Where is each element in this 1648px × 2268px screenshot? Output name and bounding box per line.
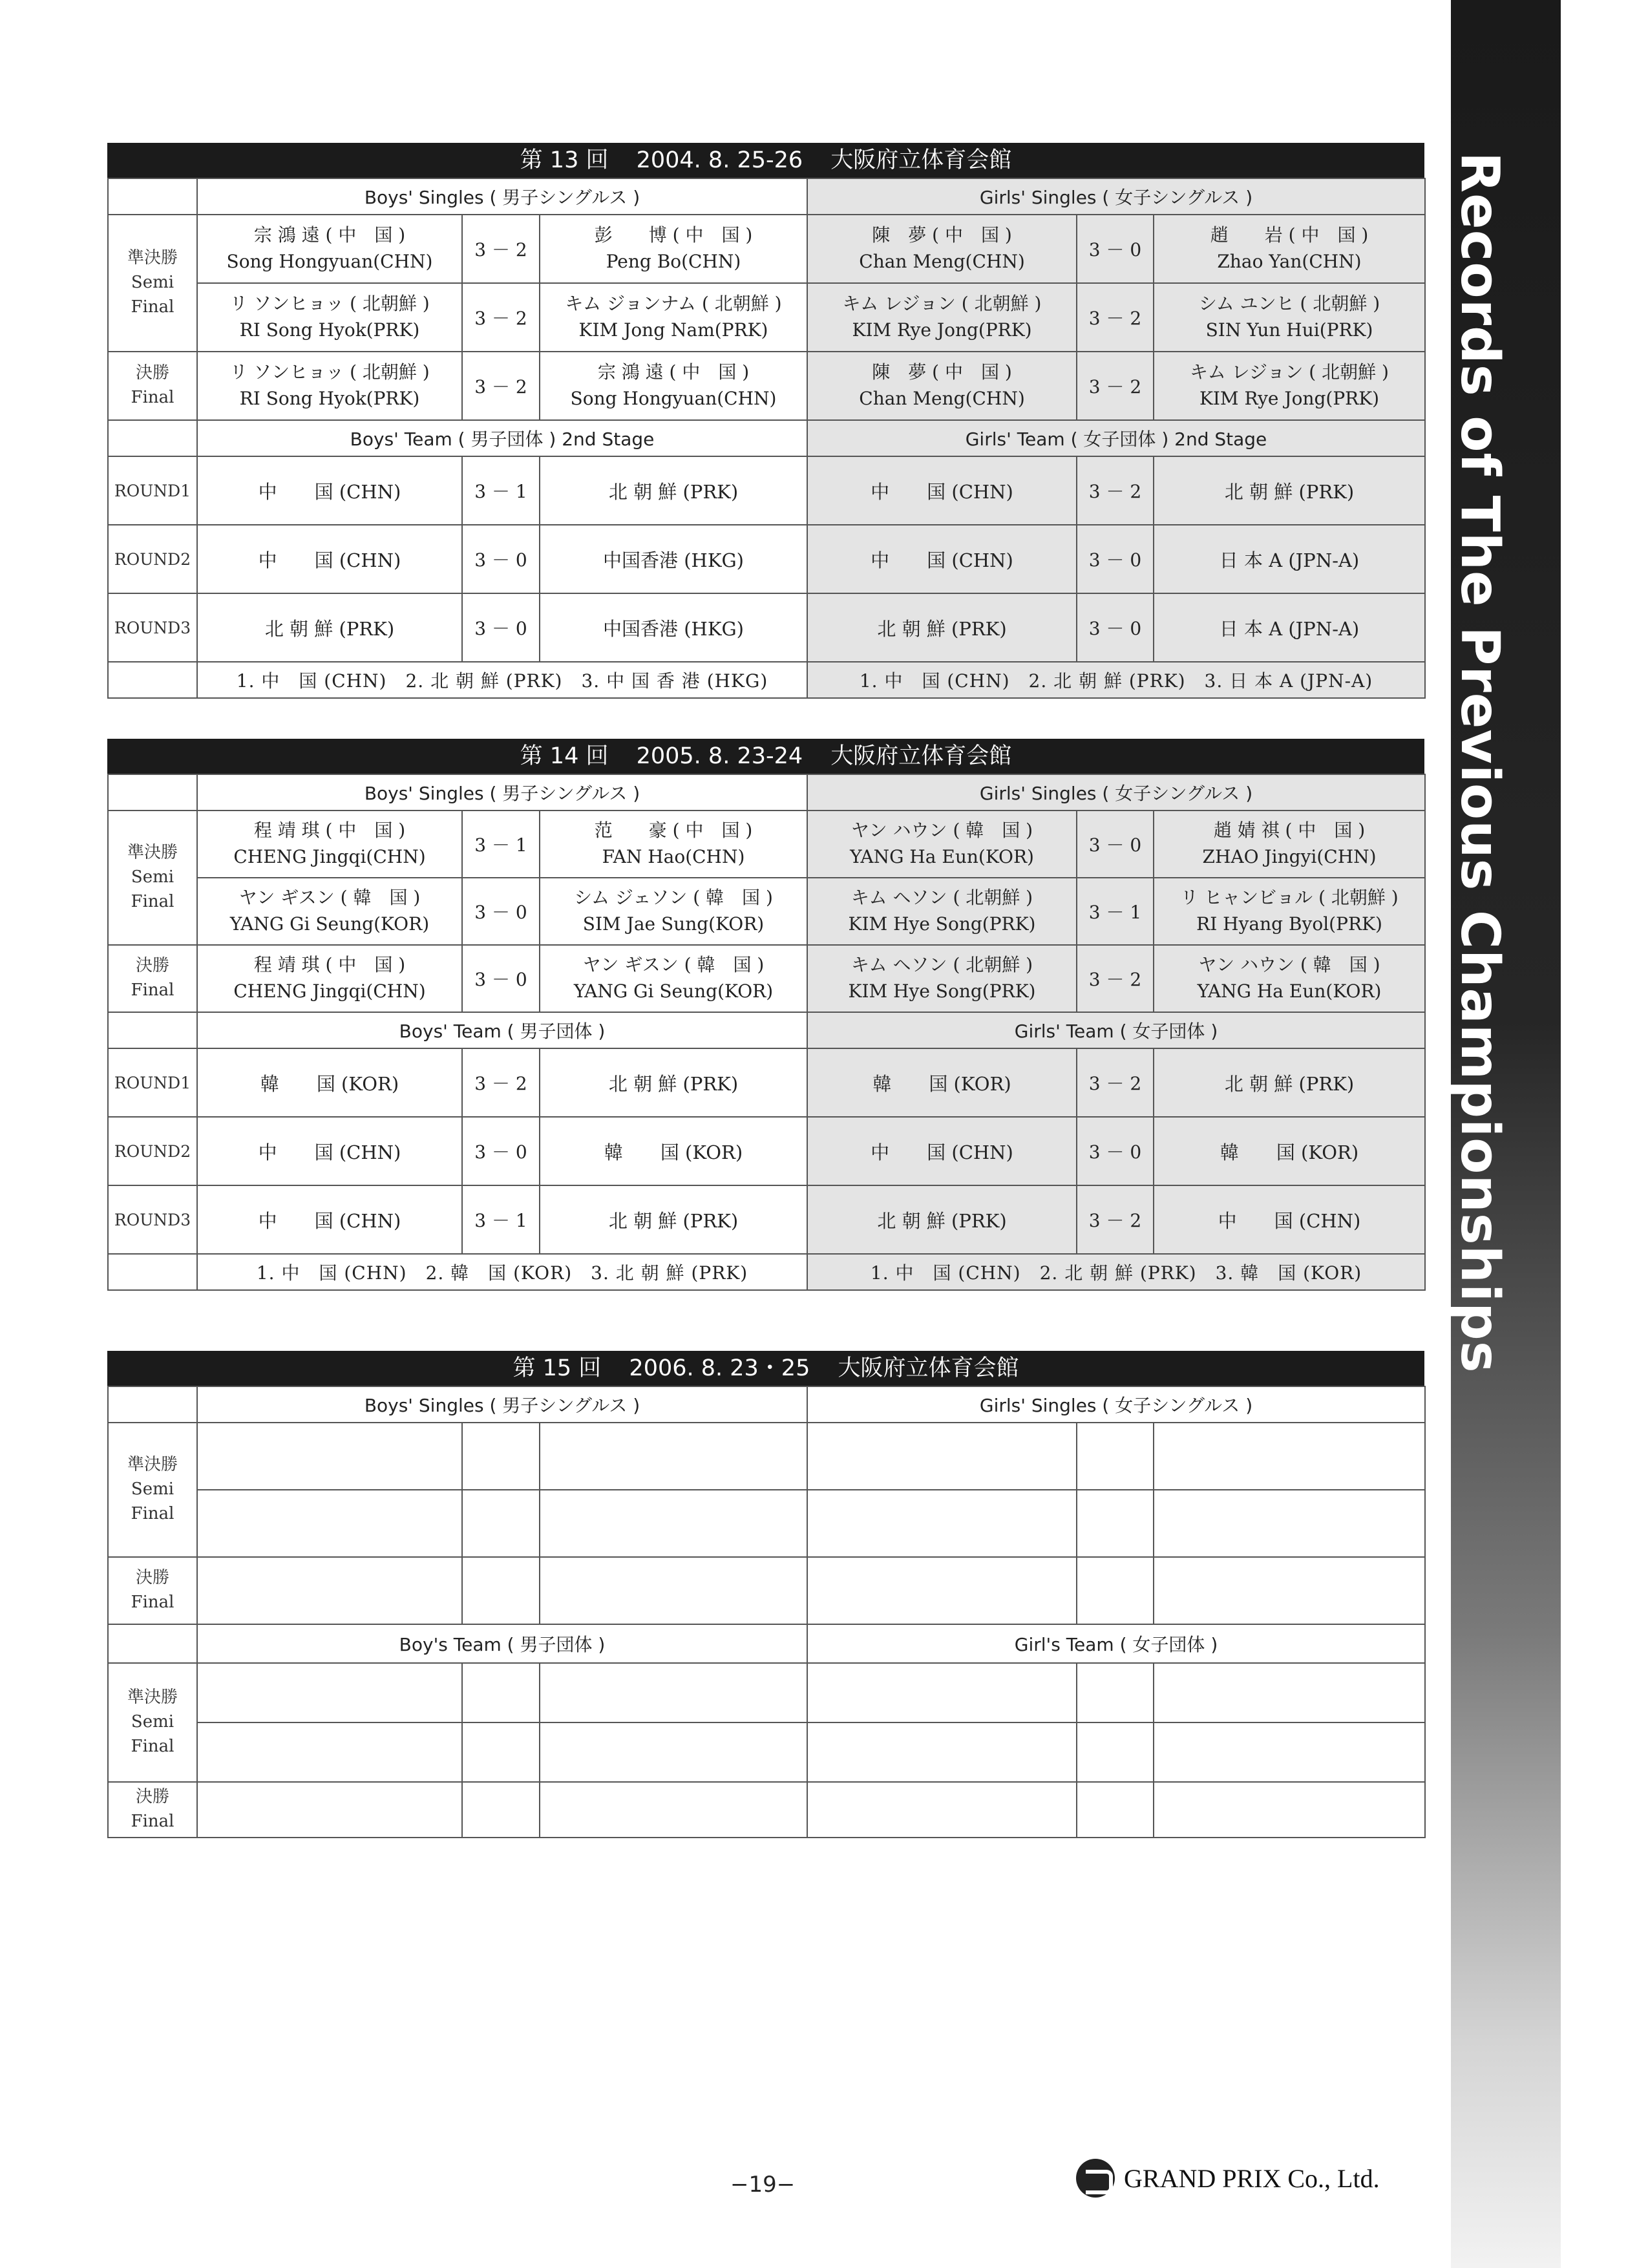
player-cell: シム ユンヒ ( 北朝鮮 ) SIN Yun Hui(PRK) — [1154, 283, 1425, 352]
empty-cell — [807, 1490, 1077, 1557]
player-cell: ヤン ハウン ( 韓 国 ) YANG Ha Eun(KOR) — [807, 811, 1077, 878]
semifinal-label: 準決勝 Semi Final — [108, 1663, 197, 1782]
score-cell: 3 － 1 — [462, 1185, 540, 1254]
empty-cell — [197, 1557, 462, 1624]
player-cell: 宗 鴻 遠 ( 中 国 ) Song Hongyuan(CHN) — [540, 352, 807, 420]
team-cell: 中国香港 (HKG) — [540, 525, 807, 593]
venue: 大阪府立体育会館 — [830, 743, 1012, 769]
semifinal-label: 準決勝 Semi Final — [108, 215, 197, 352]
round-label: ROUND2 — [108, 525, 197, 593]
score-cell: 3 － 2 — [1077, 283, 1154, 352]
empty-cell — [807, 1782, 1077, 1838]
blank-cell — [108, 1624, 197, 1663]
date: 2005. 8. 23-24 — [636, 743, 803, 769]
blank-cell — [108, 662, 197, 698]
score-cell: 3 － 2 — [462, 1048, 540, 1117]
player-cell: 宗 鴻 遠 ( 中 国 ) Song Hongyuan(CHN) — [197, 215, 462, 283]
boys-team-header: Boys' Team ( 男子団体 ) 2nd Stage — [197, 420, 807, 456]
team-cell: 中 国 (CHN) — [807, 525, 1077, 593]
team-cell: 日 本 A (JPN-A) — [1154, 593, 1425, 662]
blank-cell — [108, 1254, 197, 1290]
team-cell: 北 朝 鮮 (PRK) — [540, 1048, 807, 1117]
results-table — [107, 774, 1426, 1291]
round-label: ROUND3 — [108, 1185, 197, 1254]
player-cell: シム ジェソン ( 韓 国 ) SIM Jae Sung(KOR) — [540, 878, 807, 945]
team-cell: 北 朝 鮮 (PRK) — [1154, 456, 1425, 525]
empty-cell — [540, 1557, 807, 1624]
player-cell: リ ソンヒョッ ( 北朝鮮 ) RI Song Hyok(PRK) — [197, 283, 462, 352]
round-label: ROUND1 — [108, 1048, 197, 1117]
empty-cell — [1154, 1490, 1425, 1557]
girls-singles-header: Girls' Singles ( 女子シングルス ) — [807, 1386, 1425, 1423]
team-cell: 日 本 A (JPN-A) — [1154, 525, 1425, 593]
score-cell: 3 － 1 — [1077, 878, 1154, 945]
score-cell: 3 － 0 — [1077, 811, 1154, 878]
final-label: 決勝 Final — [108, 1782, 197, 1838]
blank-cell — [108, 420, 197, 456]
company-logo — [1076, 2159, 1380, 2198]
player-cell: 彭 博 ( 中 国 ) Peng Bo(CHN) — [540, 215, 807, 283]
score-cell: 3 － 1 — [462, 456, 540, 525]
company-name: GRAND PRIX Co., Ltd. — [1124, 2163, 1380, 2193]
blank-cell — [108, 1012, 197, 1048]
empty-cell — [540, 1782, 807, 1838]
score-cell: 3 － 1 — [462, 811, 540, 878]
round-label: ROUND1 — [108, 456, 197, 525]
score-cell: 3 － 2 — [1077, 456, 1154, 525]
player-cell: 程 靖 琪 ( 中 国 ) CHENG Jingqi(CHN) — [197, 945, 462, 1012]
score-cell: 3 － 0 — [1077, 1117, 1154, 1185]
final-label: 決勝 Final — [108, 352, 197, 420]
score-cell: 3 － 2 — [1077, 352, 1154, 420]
edition: 第 13 回 — [520, 147, 609, 173]
sidebar-title: Records of The Previous Championships — [1449, 152, 1510, 1373]
team-cell: 北 朝 鮮 (PRK) — [540, 1185, 807, 1254]
empty-cell — [1077, 1782, 1154, 1838]
player-cell: リ ヒャンビョル ( 北朝鮮 ) RI Hyang Byol(PRK) — [1154, 878, 1425, 945]
date: 2004. 8. 25-26 — [636, 147, 803, 173]
empty-cell — [197, 1423, 462, 1490]
team-cell: 中 国 (CHN) — [197, 525, 462, 593]
girls-singles-header: Girls' Singles ( 女子シングルス ) — [807, 178, 1425, 215]
empty-cell — [1077, 1490, 1154, 1557]
page-number: −19− — [730, 2172, 796, 2198]
empty-cell — [462, 1490, 540, 1557]
boys-singles-header: Boys' Singles ( 男子シングルス ) — [197, 774, 807, 811]
score-cell: 3 － 2 — [462, 215, 540, 283]
grand-prix-logo-icon — [1076, 2159, 1115, 2198]
empty-cell — [197, 1490, 462, 1557]
empty-cell — [1077, 1423, 1154, 1490]
team-cell: 韓 国 (KOR) — [197, 1048, 462, 1117]
girls-team-header: Girls' Team ( 女子団体 ) 2nd Stage — [807, 420, 1425, 456]
edition: 第 14 回 — [520, 743, 609, 769]
boys-singles-header: Boys' Singles ( 男子シングルス ) — [197, 178, 807, 215]
team-cell: 中 国 (CHN) — [197, 456, 462, 525]
team-cell: 北 朝 鮮 (PRK) — [197, 593, 462, 662]
empty-cell — [1154, 1663, 1425, 1722]
empty-cell — [807, 1663, 1077, 1722]
semifinal-label: 準決勝 Semi Final — [108, 1423, 197, 1557]
score-cell: 3 － 0 — [1077, 525, 1154, 593]
player-cell: キム ジョンナム ( 北朝鮮 ) KIM Jong Nam(PRK) — [540, 283, 807, 352]
empty-cell — [1077, 1557, 1154, 1624]
team-cell: 北 朝 鮮 (PRK) — [1154, 1048, 1425, 1117]
edition: 第 15 回 — [512, 1355, 602, 1381]
round-label: ROUND2 — [108, 1117, 197, 1185]
player-cell: キム レジョン ( 北朝鮮 ) KIM Rye Jong(PRK) — [1154, 352, 1425, 420]
team-cell: 北 朝 鮮 (PRK) — [807, 593, 1077, 662]
score-cell: 3 － 0 — [1077, 215, 1154, 283]
team-cell: 中国香港 (HKG) — [540, 593, 807, 662]
boys-ranking: 1. 中 国 (CHN) 2. 韓 国 (KOR) 3. 北 朝 鮮 (PRK) — [197, 1254, 807, 1290]
player-cell: 范 豪 ( 中 国 ) FAN Hao(CHN) — [540, 811, 807, 878]
player-cell: ヤン ハウン ( 韓 国 ) YANG Ha Eun(KOR) — [1154, 945, 1425, 1012]
score-cell: 3 － 2 — [1077, 1185, 1154, 1254]
player-cell: 陳 夢 ( 中 国 ) Chan Meng(CHN) — [807, 352, 1077, 420]
boys-team-header: Boy's Team ( 男子団体 ) — [197, 1624, 807, 1663]
player-cell: 陳 夢 ( 中 国 ) Chan Meng(CHN) — [807, 215, 1077, 283]
girls-team-header: Girl's Team ( 女子団体 ) — [807, 1624, 1425, 1663]
empty-cell — [197, 1722, 462, 1782]
empty-cell — [1077, 1722, 1154, 1782]
empty-cell — [807, 1557, 1077, 1624]
empty-cell — [540, 1490, 807, 1557]
team-cell: 韓 国 (KOR) — [540, 1117, 807, 1185]
score-cell: 3 － 2 — [462, 352, 540, 420]
championship-15 — [107, 1351, 1424, 1838]
boys-singles-header: Boys' Singles ( 男子シングルス ) — [197, 1386, 807, 1423]
girls-team-header: Girls' Team ( 女子団体 ) — [807, 1012, 1425, 1048]
championship-header — [107, 739, 1424, 774]
player-cell: ヤン ギスン ( 韓 国 ) YANG Gi Seung(KOR) — [197, 878, 462, 945]
score-cell: 3 － 0 — [462, 945, 540, 1012]
round-label: ROUND3 — [108, 593, 197, 662]
championship-header — [107, 143, 1424, 178]
final-label: 決勝 Final — [108, 1557, 197, 1624]
team-cell: 中 国 (CHN) — [807, 456, 1077, 525]
boys-team-header: Boys' Team ( 男子団体 ) — [197, 1012, 807, 1048]
empty-cell — [197, 1782, 462, 1838]
empty-cell — [1154, 1722, 1425, 1782]
player-cell: キム ヘソン ( 北朝鮮 ) KIM Hye Song(PRK) — [807, 878, 1077, 945]
team-cell: 韓 国 (KOR) — [807, 1048, 1077, 1117]
empty-cell — [1154, 1423, 1425, 1490]
venue: 大阪府立体育会館 — [838, 1355, 1019, 1381]
score-cell: 3 － 2 — [1077, 945, 1154, 1012]
team-cell: 中 国 (CHN) — [197, 1117, 462, 1185]
empty-cell — [462, 1663, 540, 1722]
player-cell: 程 靖 琪 ( 中 国 ) CHENG Jingqi(CHN) — [197, 811, 462, 878]
team-cell: 中 国 (CHN) — [1154, 1185, 1425, 1254]
player-cell: リ ソンヒョッ ( 北朝鮮 ) RI Song Hyok(PRK) — [197, 352, 462, 420]
empty-cell — [1154, 1782, 1425, 1838]
corner-cell — [108, 178, 197, 215]
corner-cell — [108, 774, 197, 811]
player-cell: キム ヘソン ( 北朝鮮 ) KIM Hye Song(PRK) — [807, 945, 1077, 1012]
final-label: 決勝 Final — [108, 945, 197, 1012]
score-cell: 3 － 0 — [462, 593, 540, 662]
score-cell: 3 － 0 — [462, 1117, 540, 1185]
empty-cell — [1154, 1557, 1425, 1624]
empty-cell — [540, 1722, 807, 1782]
venue: 大阪府立体育会館 — [830, 147, 1012, 173]
corner-cell — [108, 1386, 197, 1423]
championship-13 — [107, 143, 1424, 699]
empty-cell — [540, 1423, 807, 1490]
empty-cell — [197, 1663, 462, 1722]
empty-cell — [807, 1423, 1077, 1490]
semifinal-label: 準決勝 Semi Final — [108, 811, 197, 945]
team-cell: 北 朝 鮮 (PRK) — [540, 456, 807, 525]
player-cell: 趙 岩 ( 中 国 ) Zhao Yan(CHN) — [1154, 215, 1425, 283]
team-cell: 中 国 (CHN) — [197, 1185, 462, 1254]
girls-ranking: 1. 中 国 (CHN) 2. 北 朝 鮮 (PRK) 3. 韓 国 (KOR) — [807, 1254, 1425, 1290]
empty-cell — [462, 1557, 540, 1624]
girls-singles-header: Girls' Singles ( 女子シングルス ) — [807, 774, 1425, 811]
empty-cell — [807, 1722, 1077, 1782]
empty-cell — [1077, 1663, 1154, 1722]
results-table — [107, 1386, 1426, 1838]
player-cell: ヤン ギスン ( 韓 国 ) YANG Gi Seung(KOR) — [540, 945, 807, 1012]
team-cell: 北 朝 鮮 (PRK) — [807, 1185, 1077, 1254]
score-cell: 3 － 0 — [462, 878, 540, 945]
score-cell: 3 － 0 — [462, 525, 540, 593]
boys-ranking: 1. 中 国 (CHN) 2. 北 朝 鮮 (PRK) 3. 中 国 香 港 (HKG) — [197, 662, 807, 698]
empty-cell — [462, 1722, 540, 1782]
empty-cell — [462, 1782, 540, 1838]
score-cell: 3 － 2 — [462, 283, 540, 352]
team-cell: 韓 国 (KOR) — [1154, 1117, 1425, 1185]
championship-14 — [107, 739, 1424, 1291]
player-cell: キム レジョン ( 北朝鮮 ) KIM Rye Jong(PRK) — [807, 283, 1077, 352]
score-cell: 3 － 0 — [1077, 593, 1154, 662]
girls-ranking: 1. 中 国 (CHN) 2. 北 朝 鮮 (PRK) 3. 日 本 A (JPN-A) — [807, 662, 1425, 698]
championship-header — [107, 1351, 1424, 1386]
results-table — [107, 178, 1426, 699]
player-cell: 趙 婧 祺 ( 中 国 ) ZHAO Jingyi(CHN) — [1154, 811, 1425, 878]
score-cell: 3 － 2 — [1077, 1048, 1154, 1117]
date: 2006. 8. 23・25 — [629, 1355, 810, 1381]
empty-cell — [462, 1423, 540, 1490]
empty-cell — [540, 1663, 807, 1722]
team-cell: 中 国 (CHN) — [807, 1117, 1077, 1185]
